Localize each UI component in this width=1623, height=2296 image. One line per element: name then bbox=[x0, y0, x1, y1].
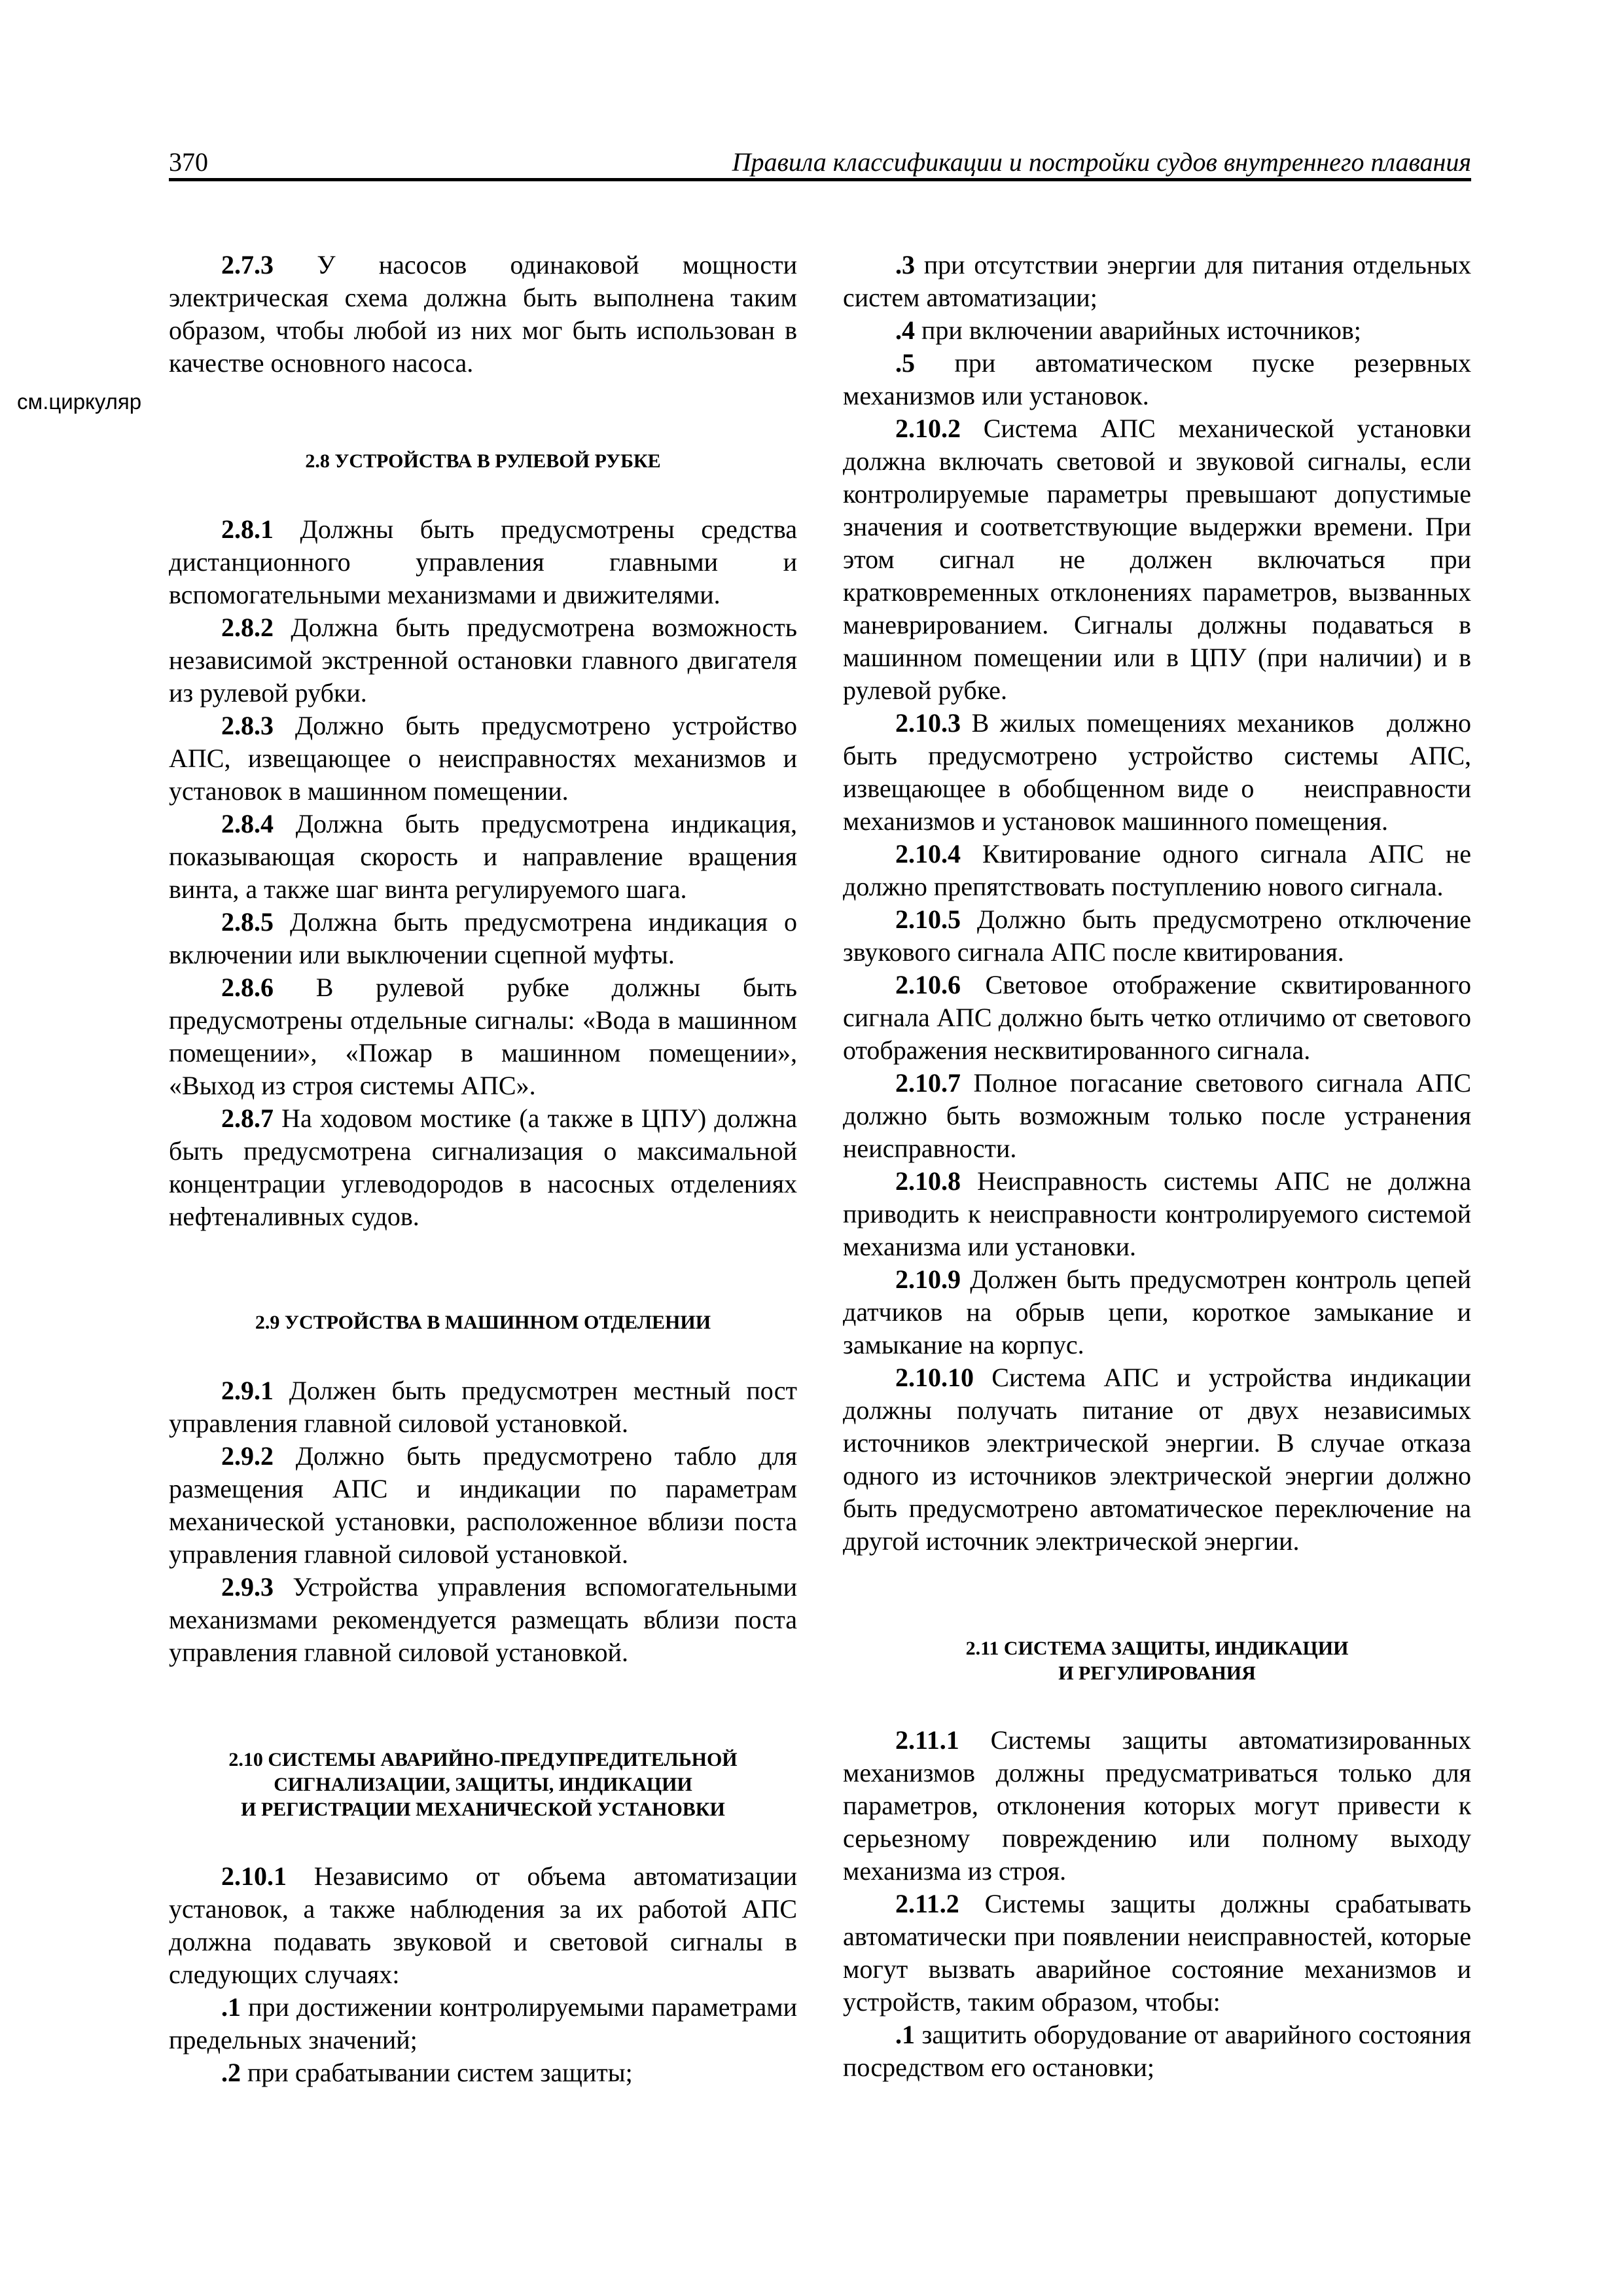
paragraph-2-10-8: 2.10.8 Неисправность системы АПС не должна приводить к неисправности контролируемого системой механизма или установки. bbox=[843, 1166, 1471, 1261]
list-item-2: .2 при срабатывании систем защиты; bbox=[221, 2058, 633, 2087]
list-item-11-1: .1 защитить оборудование от аварийного состояния посредством его остановки; bbox=[843, 2020, 1471, 2082]
page-number: 370 bbox=[169, 147, 208, 177]
list-item-4: .4 при включении аварийных источников; bbox=[895, 315, 1361, 345]
paragraph-2-8-6: 2.8.6 В рулевой рубке должны быть предусмотрены отдельные сигналы: «Вода в машинном помещении», «Пожар в машинном помещении», «Выход из строя системы АПС». bbox=[169, 973, 797, 1100]
paragraph-2-9-2: 2.9.2 Должно быть предусмотрено табло для размещения АПС и индикации по параметрам механической установки, расположенное вблизи поста управления главной силовой установкой. bbox=[169, 1441, 797, 1569]
paragraph-2-10-3: 2.10.3 В жилых помещениях механиков должно быть предусмотрено устройство системы АПС, извещающее в обобщенном виде о неисправности механизмов и установок машинного помещения. bbox=[843, 708, 1478, 836]
paragraph-2-10-6: 2.10.6 Световое отображение сквитированного сигнала АПС должно быть четко отличимо от светового отображения несквитированного сигнала. bbox=[843, 970, 1471, 1065]
paragraph-2-8-5: 2.8.5 Должна быть предусмотрена индикация о включении или выключении сцепной муфты. bbox=[169, 907, 797, 969]
running-title: Правила классификации и постройки судов внутреннего плавания bbox=[732, 147, 1471, 177]
list-item-5: .5 при автоматическом пуске резервных механизмов или установок. bbox=[843, 348, 1471, 410]
paragraph-2-10-5: 2.10.5 Должно быть предусмотрено отключение звукового сигнала АПС после квитирования. bbox=[843, 905, 1471, 967]
section-heading-2-9: 2.9 УСТРОЙСТВА В МАШИННОМ ОТДЕЛЕНИИ bbox=[255, 1312, 711, 1333]
paragraph-2-11-1: 2.11.1 Системы защиты автоматизированных механизмов должны предусматриваться только для параметров, отклонения которых могут привести к серьезному повреждению или полному выходу механизма из строя. bbox=[843, 1725, 1471, 1886]
left-column bbox=[169, 249, 797, 2089]
list-item-3: .3 при отсутствии энергии для питания отдельных систем автоматизации; bbox=[843, 250, 1471, 312]
paragraph-2-11-2: 2.11.2 Системы защиты должны срабатывать автоматически при появлении неисправностей, которые могут вызвать аварийное состояние механизмов и устройств, таким образом, чтобы: bbox=[843, 1889, 1471, 2017]
section-heading-2-10: 2.10 СИСТЕМЫ АВАРИЙНО-ПРЕДУПРЕДИТЕЛЬНОЙ СИГНАЛИЗАЦИИ, ЗАЩИТЫ, ИНДИКАЦИИ И РЕГИСТРАЦИИ МЕХАНИЧЕСКОЙ УСТАНОВКИ bbox=[228, 1749, 738, 1820]
paragraph-2-10-9: 2.10.9 Должен быть предусмотрен контроль цепей датчиков на обрыв цепи, короткое замыкание и замыкание на корпус. bbox=[843, 1265, 1471, 1359]
paragraph-2-10-4: 2.10.4 Квитирование одного сигнала АПС не должно препятствовать поступлению нового сигнала. bbox=[843, 839, 1471, 901]
paragraph-2-8-2: 2.8.2 Должна быть предусмотрена возможность независимой экстренной остановки главного двигателя из рулевой рубки. bbox=[169, 613, 797, 708]
paragraph-2-8-7: 2.8.7 На ходовом мостике (а также в ЦПУ) должна быть предусмотрена сигнализация о максимальной концентрации углеводородов в насосных отделениях нефтеналивных судов. bbox=[169, 1103, 797, 1231]
paragraph-2-10-2: 2.10.2 Система АПС механической установки должна включать световой и звуковой сигналы, если контролируемые параметры превышают допустимые значения и соответствующие выдержки времени. При этом сигнал не должен включаться при кратковременных отклонениях параметров, вызванных маневрированием. Сигналы должны подаваться в машинном помещении или в ЦПУ (при наличии) и в рулевой рубке. bbox=[843, 414, 1471, 705]
section-heading-2-11: 2.11 СИСТЕМА ЗАЩИТЫ, ИНДИКАЦИИ И РЕГУЛИРОВАНИЯ bbox=[965, 1638, 1349, 1684]
header-rule bbox=[169, 178, 1471, 181]
page-header bbox=[169, 144, 1471, 181]
margin-note: см.циркуляр bbox=[17, 389, 142, 414]
paragraph-2-8-1: 2.8.1 Должны быть предусмотрены средства дистанционного управления главными и вспомогательными механизмами и движителями. bbox=[169, 514, 797, 609]
paragraph-2-10-7: 2.10.7 Полное погасание светового сигнала АПС должно быть возможным только после устранения неисправности. bbox=[843, 1068, 1471, 1163]
paragraph-2-8-4: 2.8.4 Должна быть предусмотрена индикация, показывающая скорость и направление вращения винта, а также шаг винта регулируемого шага. bbox=[169, 809, 797, 904]
right-column bbox=[843, 249, 1478, 2084]
paragraph-2-8-3: 2.8.3 Должно быть предусмотрено устройство АПС, извещающее о неисправностях механизмов и установок в машинном помещении. bbox=[169, 711, 797, 806]
paragraph-2-7-3: 2.7.3 У насосов одинаковой мощности электрическая схема должна быть выполнена таким образом, чтобы любой из них мог быть использован в качестве основного насоса. bbox=[169, 250, 797, 378]
paragraph-2-9-3: 2.9.3 Устройства управления вспомогательными механизмами рекомендуется размещать вблизи поста управления главной силовой установкой. bbox=[169, 1572, 797, 1667]
paragraph-2-10-10: 2.10.10 Система АПС и устройства индикации должны получать питание от двух независимых источников электрической энергии. В случае отказа одного из источников электрической энергии должно быть предусмотрено автоматическое переключение на другой источник электрической энергии. bbox=[843, 1363, 1471, 1556]
paragraph-2-10-1: 2.10.1 Независимо от объема автоматизации установок, а также наблюдения за их работой АПС должна подавать звуковой и световой сигналы в следующих случаях: bbox=[169, 1861, 797, 1989]
paragraph-2-9-1: 2.9.1 Должен быть предусмотрен местный пост управления главной силовой установкой. bbox=[169, 1376, 797, 1438]
list-item-1: .1 при достижении контролируемыми параметрами предельных значений; bbox=[169, 1992, 797, 2054]
section-heading-2-8: 2.8 УСТРОЙСТВА В РУЛЕВОЙ РУБКЕ bbox=[305, 450, 661, 472]
